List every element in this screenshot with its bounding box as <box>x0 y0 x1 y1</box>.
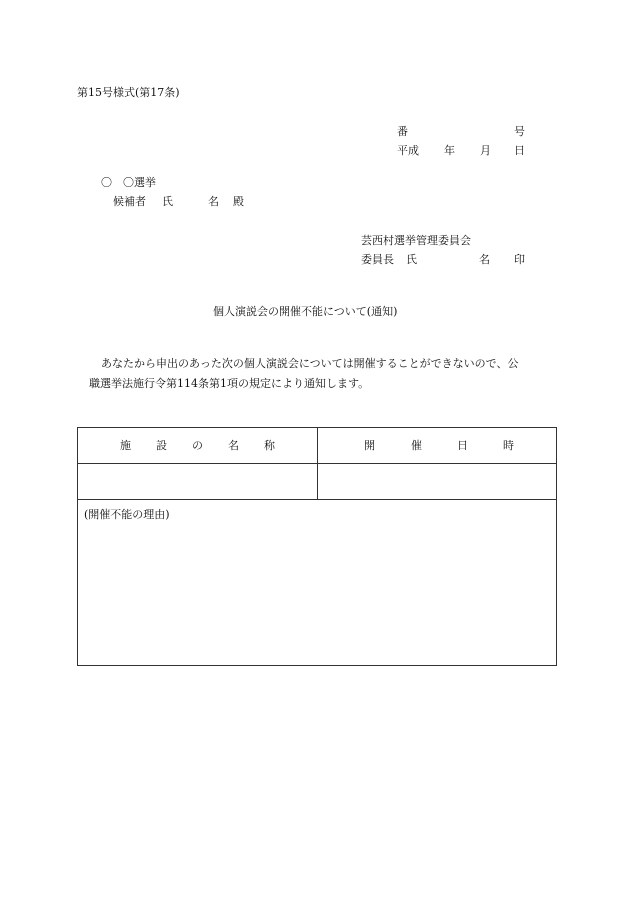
body-line-1: あなたから申出のあった次の個人演説会については開催することができないので、公 <box>101 357 519 370</box>
header-facility-char: 設 <box>156 439 167 452</box>
header-facility-char: 称 <box>264 439 275 452</box>
form-id: 第15号様式(第17条) <box>77 86 180 99</box>
reason-label: (開催不能の理由) <box>84 508 170 521</box>
addressee-dono: 殿 <box>233 195 244 208</box>
addressee-mei: 名 <box>208 195 219 208</box>
issuer-chair-label: 委員長 <box>361 253 394 266</box>
reason-cell[interactable] <box>78 500 556 665</box>
header-facility-char: 施 <box>120 439 131 452</box>
header-facility-char: 名 <box>228 439 239 452</box>
issuer-mei: 名 <box>479 253 490 266</box>
issuer-committee: 芸西村選挙管理委員会 <box>361 234 471 247</box>
notice-table <box>77 427 557 666</box>
issuer-shi: 氏 <box>406 253 417 266</box>
datetime-cell[interactable] <box>318 464 557 499</box>
body-line-2: 職選挙法施行令第114条第1項の規定により通知します。 <box>89 377 370 390</box>
header-datetime-char: 時 <box>503 439 514 452</box>
header-datetime-char: 催 <box>411 439 422 452</box>
header-facility-char: の <box>192 439 203 452</box>
ref-number-ban: 番 <box>397 125 408 138</box>
date-month: 月 <box>480 144 491 157</box>
document-title: 個人演説会の開催不能について(通知) <box>213 305 398 318</box>
issuer-seal: 印 <box>514 253 525 266</box>
ref-number-go: 号 <box>514 125 525 138</box>
header-datetime <box>317 428 557 463</box>
election-circle: 〇 <box>101 176 112 189</box>
addressee-label: 候補者 <box>113 195 146 208</box>
facility-name-cell[interactable] <box>78 464 317 499</box>
date-era: 平成 <box>397 144 419 157</box>
date-day: 日 <box>514 144 525 157</box>
addressee-shi: 氏 <box>162 195 173 208</box>
election-name: 〇選挙 <box>123 176 156 189</box>
header-datetime-char: 日 <box>457 439 468 452</box>
date-year: 年 <box>444 144 455 157</box>
header-facility-name <box>78 428 317 463</box>
header-datetime-char: 開 <box>364 439 375 452</box>
